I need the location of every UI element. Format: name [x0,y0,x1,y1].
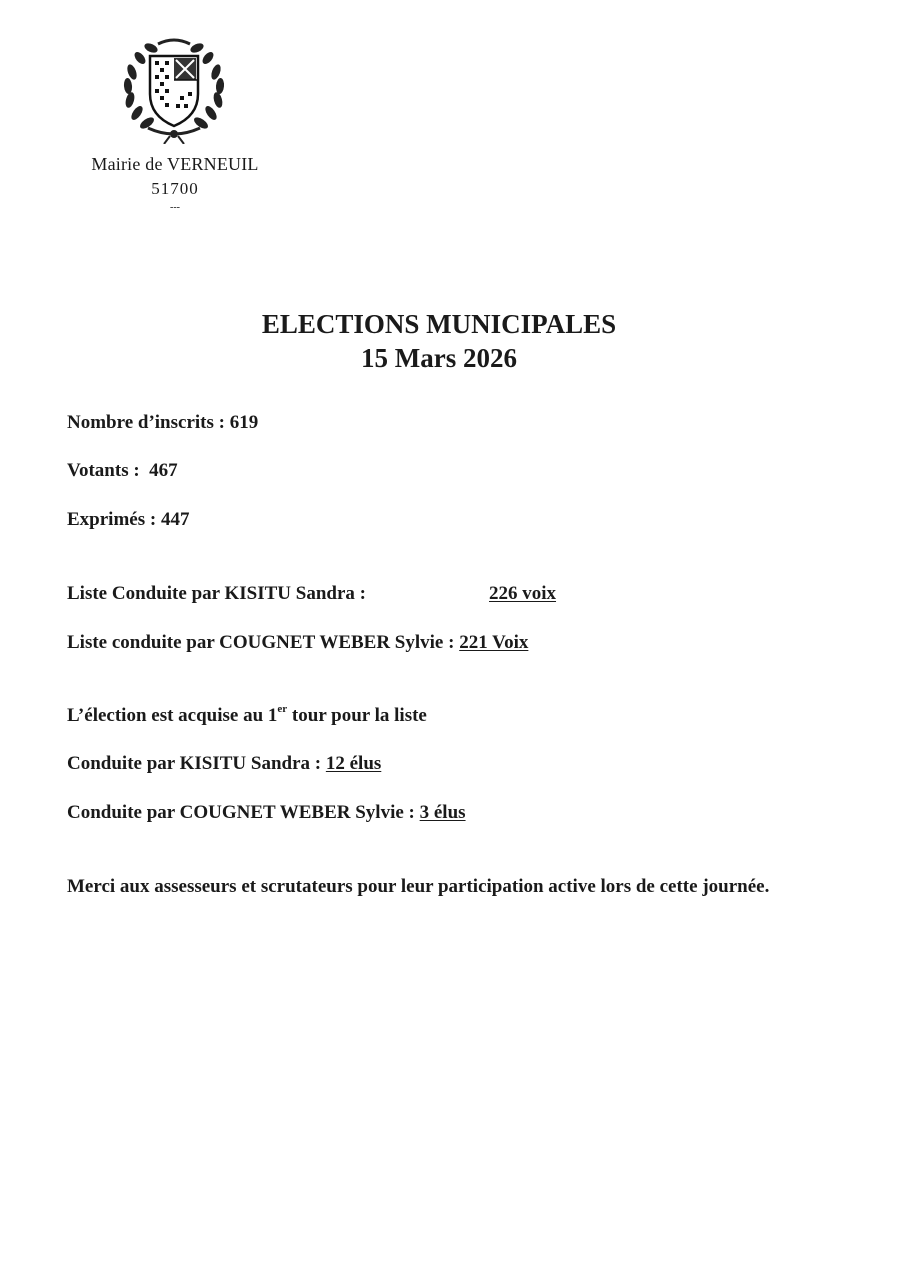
result-intro [67,704,427,728]
election-date: 15 Mars 2026 [361,343,517,373]
coat-of-arms-logo [118,36,230,144]
inscrits-line [67,411,258,435]
list-cougnet-line [67,631,528,655]
list-kisitu-label: Liste Conduite par KISITU Sandra : [67,583,366,604]
result-intro-sup: er [277,702,288,715]
seats-kisitu-label: Conduite par KISITU Sandra : [67,753,322,774]
document-title: ELECTIONS MUNICIPALES [261,309,617,339]
inscrits-value: 619 [229,412,259,433]
seats-kisitu-value: 12 élus [325,753,382,774]
seats-cougnet-line [67,801,466,825]
postal-code: 51700 [151,179,199,198]
votants-value: 467 [149,460,178,481]
votants-line [67,459,178,483]
mairie-name: Mairie de VERNEUIL [91,154,259,174]
result-intro-after: tour pour la liste [287,705,427,726]
list-cougnet-label: Liste conduite par COUGNET WEBER Sylvie : [67,632,455,653]
votants-label: Votants : [67,460,140,481]
list-kisitu-votes: 226 voix [489,583,557,604]
inscrits-label: Nombre d’inscrits : [67,412,225,433]
letterhead-separator: --- [170,202,180,213]
exprimes-value: 447 [160,509,190,530]
exprimes-label: Exprimés : [67,509,157,530]
seats-cougnet-label: Conduite par COUGNET WEBER Sylvie : [67,802,415,823]
seats-cougnet-value: 3 élus [419,802,466,823]
result-intro-before: L’élection est acquise au 1 [67,705,278,726]
list-cougnet-votes: 221 Voix [459,632,529,653]
seats-kisitu-line [67,752,381,776]
closing-thanks: Merci aux assesseurs et scrutateurs pour leur participation active lors de cette journée. [67,876,770,897]
exprimes-line [67,508,189,532]
